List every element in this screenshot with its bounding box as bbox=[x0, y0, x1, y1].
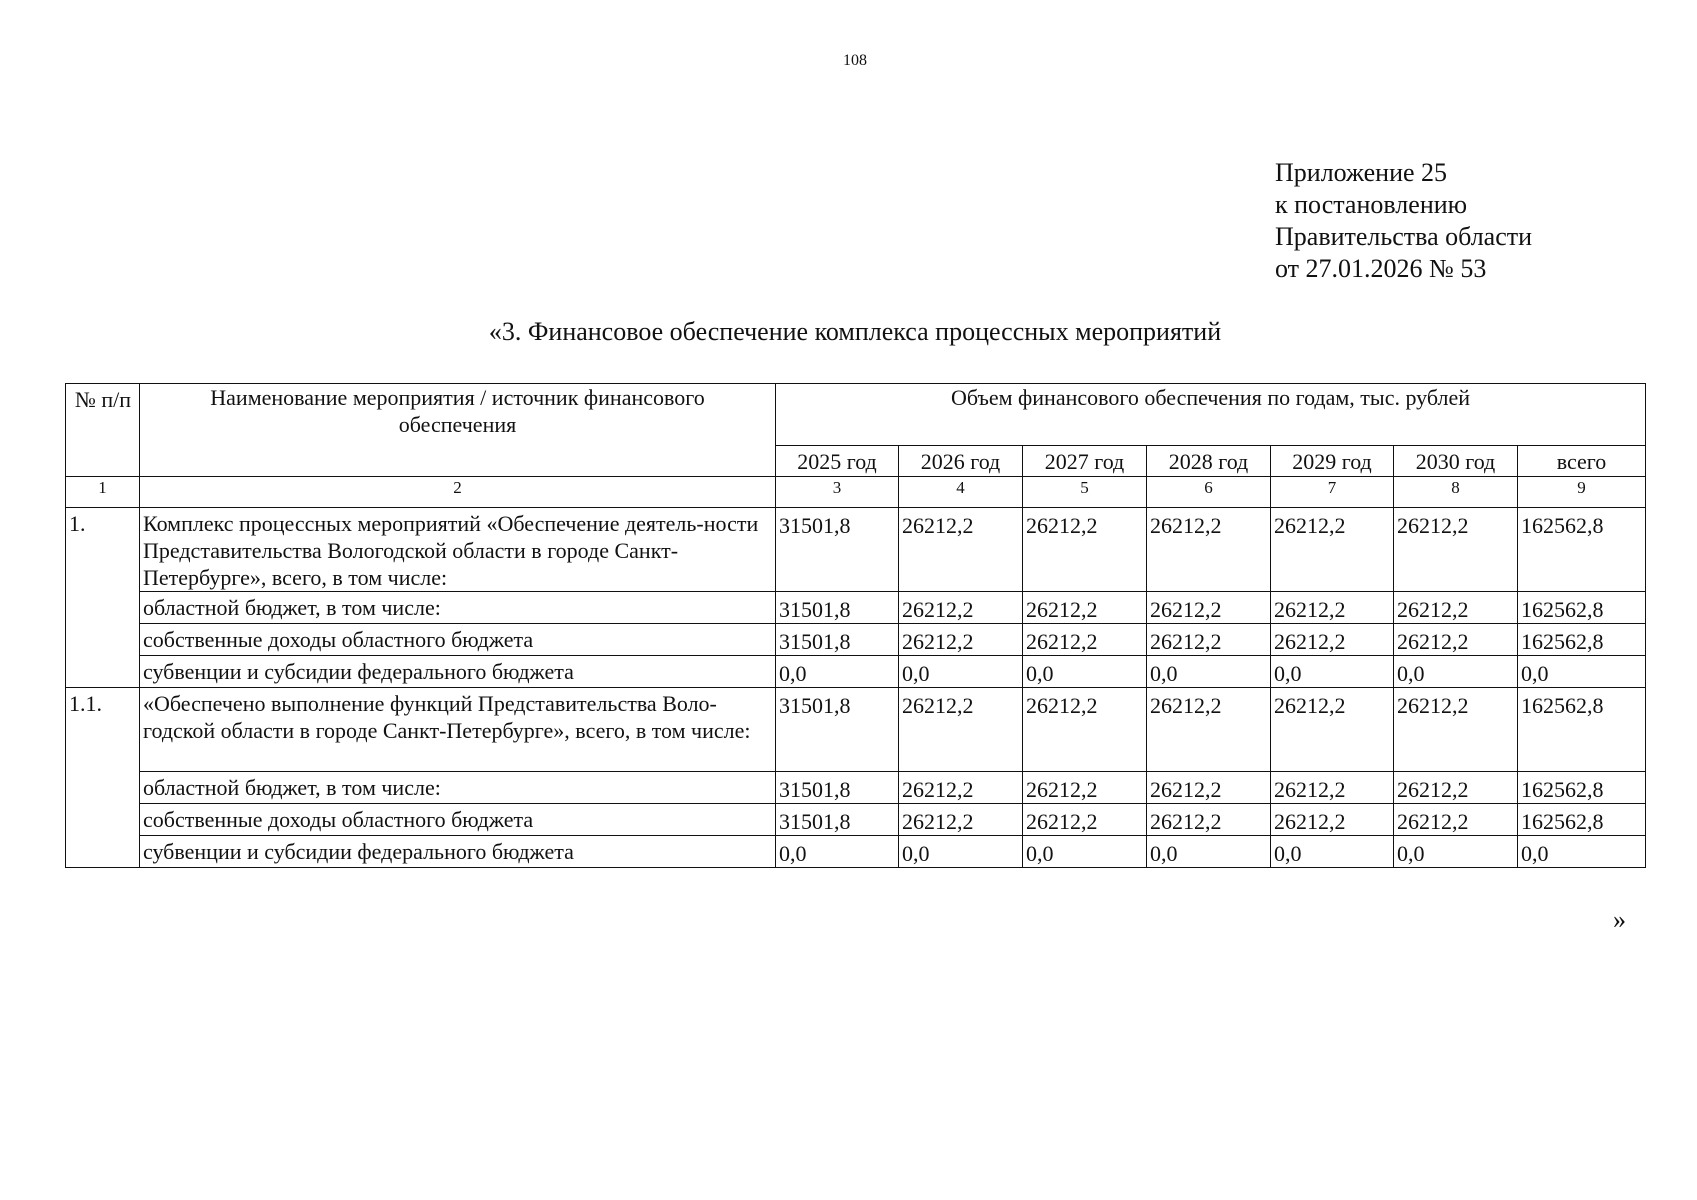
value-cell: 0,0 bbox=[1147, 836, 1271, 868]
value-cell: 0,0 bbox=[776, 836, 899, 868]
year-header-2: 2027 год bbox=[1023, 446, 1147, 477]
table-row bbox=[66, 772, 1646, 804]
value-cell: 26212,2 bbox=[1023, 804, 1147, 836]
appendix-line-4: от 27.01.2026 № 53 bbox=[1275, 254, 1487, 283]
value-cell: 26212,2 bbox=[1023, 624, 1147, 656]
year-header-3: 2028 год bbox=[1147, 446, 1271, 477]
value-cell: 162562,8 bbox=[1518, 772, 1646, 804]
value-cell: 31501,8 bbox=[776, 688, 899, 772]
page-number: 108 bbox=[843, 52, 867, 69]
row-name: субвенции и субсидии федерального бюджета bbox=[140, 836, 776, 868]
value-cell: 26212,2 bbox=[1271, 688, 1394, 772]
document-title: «3. Финансовое обеспечение комплекса процессных мероприятий bbox=[488, 317, 1222, 346]
column-number-0: 1 bbox=[66, 477, 140, 508]
value-cell: 26212,2 bbox=[1147, 592, 1271, 624]
value-cell: 26212,2 bbox=[899, 772, 1023, 804]
appendix-line-2: к постановлению bbox=[1275, 190, 1468, 219]
value-cell: 26212,2 bbox=[1394, 772, 1518, 804]
table-row bbox=[66, 804, 1646, 836]
value-cell: 26212,2 bbox=[1147, 804, 1271, 836]
row-number: 1.1. bbox=[66, 688, 140, 868]
header-name: Наименование мероприятия / источник финансового обеспечения bbox=[140, 384, 776, 477]
value-cell: 26212,2 bbox=[1394, 508, 1518, 592]
value-cell: 162562,8 bbox=[1518, 688, 1646, 772]
value-cell: 31501,8 bbox=[776, 804, 899, 836]
column-numbers-row bbox=[66, 477, 1646, 508]
row-name: областной бюджет, в том числе: bbox=[140, 592, 776, 624]
value-cell: 26212,2 bbox=[899, 804, 1023, 836]
appendix-block bbox=[1275, 157, 1532, 285]
year-header-5: 2030 год bbox=[1394, 446, 1518, 477]
year-header-4: 2029 год bbox=[1271, 446, 1394, 477]
value-cell: 31501,8 bbox=[776, 592, 899, 624]
column-number-7: 8 bbox=[1394, 477, 1518, 508]
value-cell: 0,0 bbox=[1271, 656, 1394, 688]
appendix-line-3: Правительства области bbox=[1275, 222, 1533, 251]
table-row bbox=[66, 592, 1646, 624]
value-cell: 0,0 bbox=[1394, 836, 1518, 868]
value-cell: 26212,2 bbox=[1271, 804, 1394, 836]
header-num: № п/п bbox=[66, 384, 140, 477]
value-cell: 26212,2 bbox=[1023, 592, 1147, 624]
year-header-1: 2026 год bbox=[899, 446, 1023, 477]
value-cell: 31501,8 bbox=[776, 508, 899, 592]
row-number: 1. bbox=[66, 508, 140, 688]
row-name: собственные доходы областного бюджета bbox=[140, 624, 776, 656]
value-cell: 26212,2 bbox=[1147, 772, 1271, 804]
value-cell: 26212,2 bbox=[1271, 592, 1394, 624]
value-cell: 26212,2 bbox=[1023, 688, 1147, 772]
header-volume: Объем финансового обеспечения по годам, тыс. рублей bbox=[776, 384, 1646, 446]
row-name: областной бюджет, в том числе: bbox=[140, 772, 776, 804]
column-number-5: 6 bbox=[1147, 477, 1271, 508]
table-row bbox=[66, 688, 1646, 772]
value-cell: 162562,8 bbox=[1518, 592, 1646, 624]
row-name: собственные доходы областного бюджета bbox=[140, 804, 776, 836]
column-number-6: 7 bbox=[1271, 477, 1394, 508]
value-cell: 0,0 bbox=[899, 836, 1023, 868]
value-cell: 162562,8 bbox=[1518, 508, 1646, 592]
value-cell: 26212,2 bbox=[1394, 624, 1518, 656]
value-cell: 26212,2 bbox=[1147, 508, 1271, 592]
value-cell: 26212,2 bbox=[1271, 772, 1394, 804]
value-cell: 26212,2 bbox=[899, 508, 1023, 592]
row-name: Комплекс процессных мероприятий «Обеспечение деятель-ности Представительства Вологодской области в городе Санкт-Петербурге», всего, в том числе: bbox=[140, 508, 776, 592]
year-header-6: всего bbox=[1518, 446, 1646, 477]
column-number-3: 4 bbox=[899, 477, 1023, 508]
value-cell: 0,0 bbox=[1271, 836, 1394, 868]
column-number-8: 9 bbox=[1518, 477, 1646, 508]
value-cell: 26212,2 bbox=[899, 688, 1023, 772]
value-cell: 26212,2 bbox=[1023, 772, 1147, 804]
value-cell: 26212,2 bbox=[1147, 688, 1271, 772]
table-row bbox=[66, 508, 1646, 592]
year-header-0: 2025 год bbox=[776, 446, 899, 477]
value-cell: 26212,2 bbox=[1394, 688, 1518, 772]
column-number-2: 3 bbox=[776, 477, 899, 508]
value-cell: 26212,2 bbox=[1023, 508, 1147, 592]
table-row bbox=[66, 836, 1646, 868]
value-cell: 162562,8 bbox=[1518, 804, 1646, 836]
value-cell: 0,0 bbox=[776, 656, 899, 688]
table-row bbox=[66, 624, 1646, 656]
value-cell: 0,0 bbox=[1518, 836, 1646, 868]
appendix-line-1: Приложение 25 bbox=[1275, 158, 1448, 187]
value-cell: 26212,2 bbox=[1394, 804, 1518, 836]
value-cell: 26212,2 bbox=[1271, 624, 1394, 656]
value-cell: 162562,8 bbox=[1518, 624, 1646, 656]
row-name: субвенции и субсидии федерального бюджета bbox=[140, 656, 776, 688]
row-name: «Обеспечено выполнение функций Представительства Воло-годской области в городе Санкт-Петербурге», всего, в том числе: bbox=[140, 688, 776, 772]
value-cell: 0,0 bbox=[899, 656, 1023, 688]
value-cell: 26212,2 bbox=[1147, 624, 1271, 656]
value-cell: 31501,8 bbox=[776, 624, 899, 656]
column-number-4: 5 bbox=[1023, 477, 1147, 508]
value-cell: 26212,2 bbox=[899, 592, 1023, 624]
value-cell: 0,0 bbox=[1023, 656, 1147, 688]
value-cell: 31501,8 bbox=[776, 772, 899, 804]
value-cell: 26212,2 bbox=[899, 624, 1023, 656]
value-cell: 26212,2 bbox=[1394, 592, 1518, 624]
value-cell: 0,0 bbox=[1394, 656, 1518, 688]
value-cell: 0,0 bbox=[1147, 656, 1271, 688]
value-cell: 0,0 bbox=[1518, 656, 1646, 688]
value-cell: 0,0 bbox=[1023, 836, 1147, 868]
value-cell: 26212,2 bbox=[1271, 508, 1394, 592]
closing-quote: » bbox=[1613, 905, 1626, 934]
table-row bbox=[66, 656, 1646, 688]
financing-table bbox=[65, 383, 1646, 868]
header-row bbox=[66, 384, 1646, 446]
column-number-1: 2 bbox=[140, 477, 776, 508]
